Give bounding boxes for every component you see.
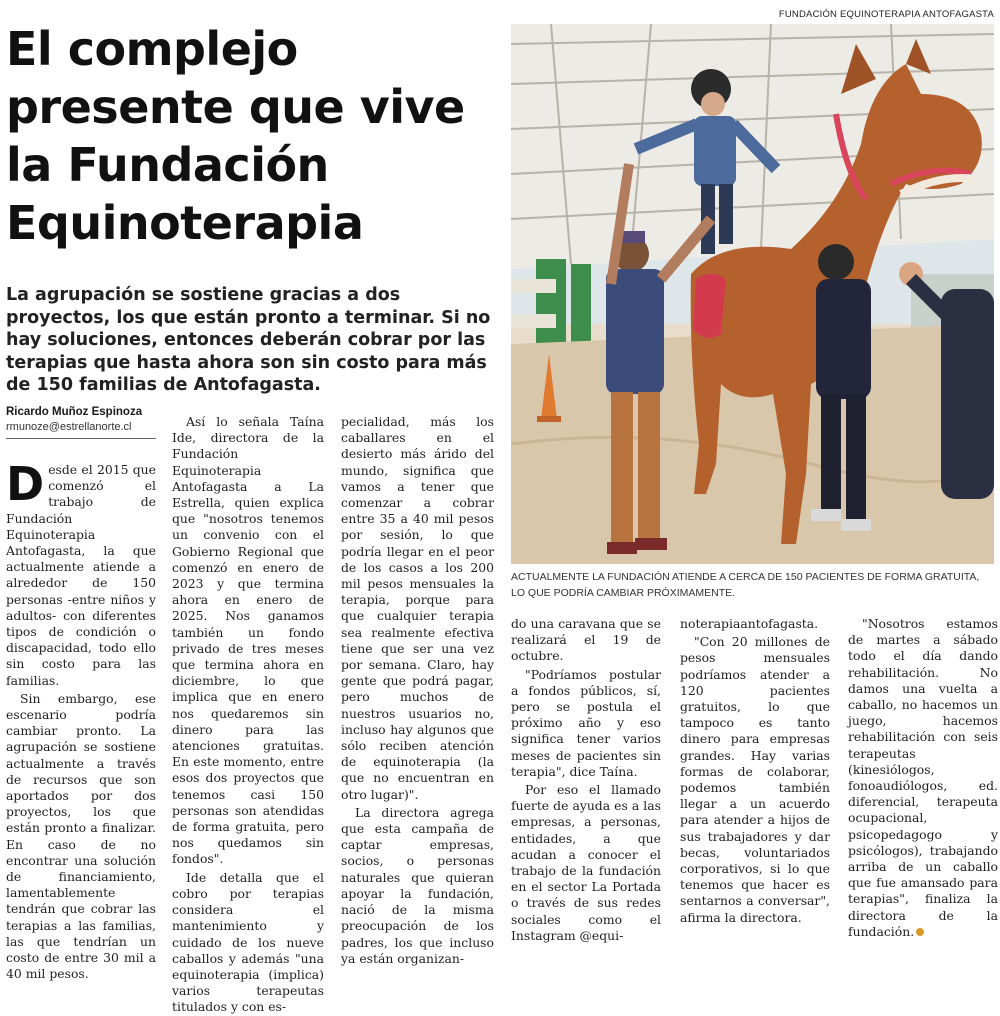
byline-email: rmunoze@estrellanorte.cl bbox=[6, 421, 132, 433]
lead-paragraph: La agrupación se sostiene gracias a dos proyectos, los que están pronto a terminar. Si no hay soluciones, entonces deberán cobrar por las terapias que hasta ahora son sin costo para más de 150 familias de Antofagasta. bbox=[6, 285, 491, 395]
byline-name: Ricardo Muñoz Espinoza bbox=[6, 406, 143, 418]
body-column-2 bbox=[172, 414, 324, 1016]
article-photo bbox=[511, 24, 994, 564]
body-paragraph: Así lo señala Taína Ide, directora de la Fundación Equinoterapia Antofagasta a La Estrella, quien explica que "nosotros tenemos un convenio con el Gobierno Regional que comenzó en enero de 2023 y que termina ahora en enero de 2025. Nos ganamos también un fondo privado de tres meses que termina ahora en diciembre, lo que implica que en enero nos quedaremos sin dinero para las atenciones gratuitas. En este momento, entre esos dos proyectos que tenemos casi 150 personas son atendidas de forma gratuita, pero nos quedamos sin fondos". bbox=[172, 414, 324, 867]
body-paragraph: Por eso el llamado fuerte de ayuda es a las empresas, a personas, entidades, a que acudan a conocer el trabajo de la fundación en el sector La Portada o través de sus redes sociales como el Instagram @equi- bbox=[511, 782, 661, 943]
byline-divider bbox=[6, 438, 156, 439]
end-of-article-mark-icon bbox=[916, 928, 924, 936]
body-paragraph: "Nosotros estamos de martes a sábado todo el día dando rehabilitación. No damos una vuelta a caballo, no hacemos un juego, hacemos rehabilitación con seis terapeutas (kinesiólogos, fonoaudiólogos, ed. diferencial, terapeuta ocupacional, psicopedagogo y psicólogos), trabajando arriba de un caballo que fue amansado para terapias", finaliza la directora de la fundación. bbox=[848, 616, 998, 939]
body-paragraph: Desde el 2015 que comenzó el trabajo de Fundación Equinoterapia Antofagasta, la que actualmente atiende a alrededor de 150 personas -entre niños y adultos- con diferentes tipos de condición o discapacidad, todo ello sin costo para las familias. bbox=[6, 457, 156, 688]
drop-cap: D bbox=[6, 457, 45, 511]
body-paragraph: noterapiaantofagasta. bbox=[680, 616, 819, 631]
body-column-1 bbox=[6, 457, 156, 983]
body-paragraph: pecialidad, más los caballares en el desierto más árido del mundo, significa que vamos a tener que comenzar a cobrar entre 35 a 40 mil pesos por sesión, lo que podría llegar en el peor de los casos a los 200 mil pesos mensuales la terapia, porque para que cualquier terapia sea realmente efectiva tiene que ser una vez por semana. Claro, hay gente que podrá pagar, pero muchos de nuestros usuarios no, incluso hay algunos que sólo reciben atención de equinoterapia (la que no encuentran en otro lugar)". bbox=[341, 414, 494, 802]
body-paragraph: "Podríamos postular a fondos públicos, sí, pero se postula el próximo año y eso significa tener varios meses de pacientes sin terapia", dice Taína. bbox=[511, 666, 661, 779]
photo-caption: ACTUALMENTE LA FUNDACIÓN ATIENDE A CERCA DE 150 PACIENTES DE FORMA GRATUITA, LO QUE PODRÍA CAMBIAR PRÓXIMAMENTE. bbox=[511, 571, 980, 599]
photo-credit: FUNDACIÓN EQUINOTERAPIA ANTOFAGASTA bbox=[778, 9, 994, 20]
body-paragraph: La directora agrega que esta campaña de captar empresas, socios, o personas naturales que quieran apoyar la fundación, nació de la misma preocupación de los padres, los que incluso ya están organizan- bbox=[341, 804, 494, 966]
body-paragraph: Sin embargo, ese escenario podría cambiar pronto. La agrupación se sostiene actualmente a través de recursos que son aportados por dos proyectos, los que están pronto a finalizar. En caso de no encontrar una solución de financiamiento, lamentablemente tendrán que cobrar las terapias a las familias, las que tendrían un costo de entre 30 mil a 40 mil pesos. bbox=[6, 690, 156, 982]
body-column-6 bbox=[848, 616, 998, 940]
photo-illustration bbox=[511, 24, 994, 564]
body-column-3 bbox=[341, 414, 494, 967]
body-paragraph: do una caravana que se realizará el 19 de octubre. bbox=[511, 616, 661, 664]
body-paragraph: "Con 20 millones de pesos mensuales podríamos atender a 120 pacientes gratuitos, lo que tampoco es tanto dinero para empresas grandes. Hay varias formas de colaborar, podemos también llegar a un acuerdo para atender a hijos de sus trabajadores y dar becas, voluntariados corporativos, si lo que tenemos que hacer es sentarnos a conversar", afirma la directora. bbox=[680, 634, 830, 925]
body-column-5 bbox=[680, 616, 830, 926]
headline: El complejo presente que vive la Fundación Equinoterapia bbox=[6, 22, 465, 250]
byline bbox=[6, 405, 156, 439]
body-paragraph: Ide detalla que el cobro por terapias considera el mantenimiento y cuidado de los nueve caballos y además "una equinoterapia (implica) varios terapeutas titulados y con es- bbox=[172, 869, 324, 1015]
body-column-4 bbox=[511, 616, 661, 944]
